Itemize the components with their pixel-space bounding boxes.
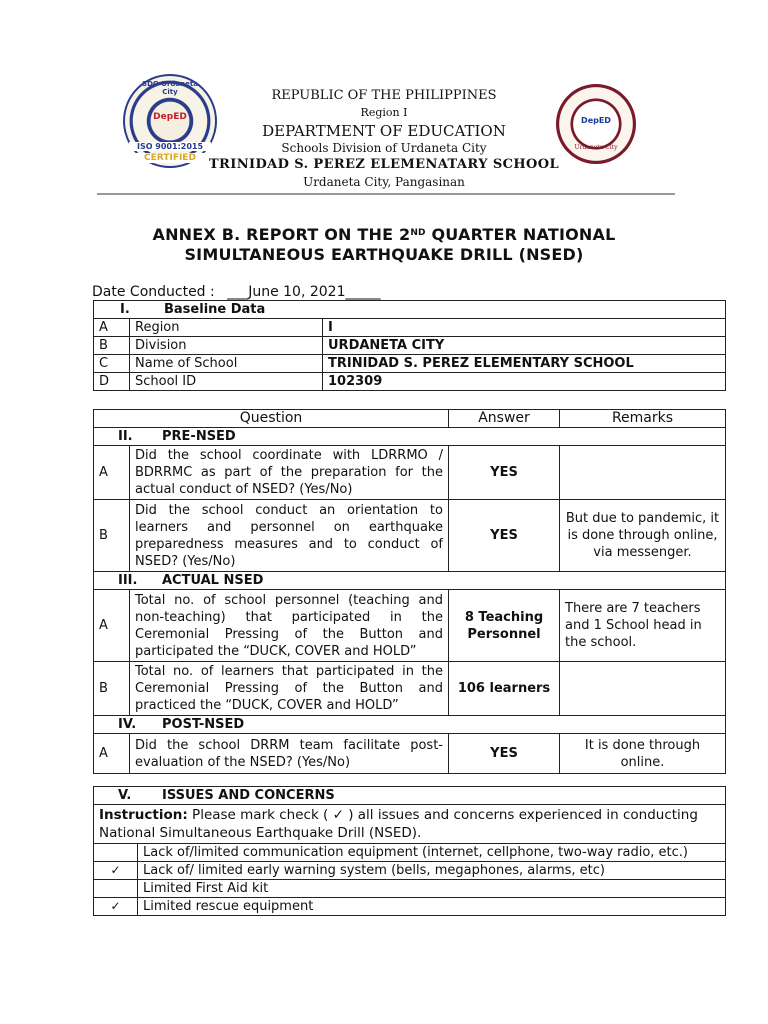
row-value: URDANETA CITY: [323, 337, 726, 355]
baseline-heading-text: Baseline Data: [164, 302, 266, 317]
row-answer: YES: [449, 446, 560, 500]
date-conducted: [92, 283, 381, 301]
instruction-text: Please mark check ( ✓ ) all issues and concerns experienced in conducting National Simultaneous Earthquake Drill (NSED).: [99, 807, 698, 841]
title-sup: ND: [410, 228, 426, 238]
checkbox-cell[interactable]: ✓: [94, 862, 138, 880]
table-row: [94, 373, 726, 391]
header-location: Urdaneta City, Pangasinan: [303, 175, 465, 189]
section-num: V.: [118, 788, 132, 803]
left-seal-iso: ISO 9001:2015: [129, 142, 211, 151]
section-title: ACTUAL NSED: [162, 573, 264, 588]
instruction-label: Instruction:: [99, 807, 188, 823]
header-department: DEPARTMENT OF EDUCATION: [262, 122, 506, 140]
row-remarks: [560, 662, 726, 716]
row-remarks: But due to pandemic, it is done through online, via messenger.: [560, 500, 726, 572]
row-label: Division: [130, 337, 323, 355]
checkbox-cell[interactable]: ✓: [94, 898, 138, 916]
section-heading: [94, 787, 726, 805]
left-seal-deped: DepED: [153, 112, 187, 122]
section-num: IV.: [118, 717, 137, 732]
section-title: POST-NSED: [162, 717, 245, 732]
baseline-heading-row: [94, 301, 726, 319]
header-republic: REPUBLIC OF THE PHILIPPINES: [271, 88, 497, 103]
row-key: C: [94, 355, 130, 373]
header-remarks: Remarks: [560, 410, 726, 428]
row-label: Region: [130, 319, 323, 337]
list-item: [94, 844, 726, 862]
list-item: [94, 880, 726, 898]
row-question: Did the school coordinate with LDRRMO / BDRRMC as part of the preparation for the actual conduct of NSED? (Yes/No): [130, 446, 449, 500]
row-key: B: [94, 662, 130, 716]
issue-text: Limited First Aid kit: [138, 880, 726, 898]
table-row: [94, 446, 726, 500]
row-key: A: [94, 590, 130, 662]
row-value: I: [323, 319, 726, 337]
table-row: [94, 590, 726, 662]
section-num: II.: [118, 429, 133, 444]
title-pre: ANNEX B. REPORT ON THE 2: [152, 225, 411, 244]
section-row-post-nsed: [94, 716, 726, 734]
section-num: III.: [118, 573, 138, 588]
row-label: Name of School: [130, 355, 323, 373]
row-question: Total no. of learners that participated in the Ceremonial Pressing of the Button and practiced the “DUCK, COVER and HOLD”: [130, 662, 449, 716]
instruction-row: [94, 805, 726, 844]
date-label: Date Conducted :: [92, 284, 215, 300]
row-answer: YES: [449, 734, 560, 774]
right-seal-deped: DepED: [581, 116, 611, 125]
row-remarks: There are 7 teachers and 1 School head in the school.: [560, 590, 726, 662]
row-question: Did the school conduct an orientation to learners and personnel on earthquake preparedness measures and to conduct of NSED? (Yes/No): [130, 500, 449, 572]
section-row-actual-nsed: [94, 572, 726, 590]
section-heading: [94, 572, 726, 590]
row-key: B: [94, 500, 130, 572]
issues-table: [93, 786, 726, 916]
right-seal-city: Urdaneta City: [574, 144, 618, 151]
row-key: A: [94, 446, 130, 500]
baseline-heading: [94, 301, 726, 319]
header-division: Schools Division of Urdaneta City: [281, 141, 487, 155]
header-answer: Answer: [449, 410, 560, 428]
header-rule: [97, 193, 675, 195]
checkbox-cell[interactable]: [94, 844, 138, 862]
row-remarks: [560, 446, 726, 500]
row-remarks: It is done through online.: [560, 734, 726, 774]
table-row: [94, 662, 726, 716]
row-answer: 106 learners: [449, 662, 560, 716]
section-row-pre-nsed: [94, 428, 726, 446]
left-seal-certified: CERTIFIED: [129, 153, 211, 163]
document-title-line2: SIMULTANEOUS EARTHQUAKE DRILL (NSED): [184, 245, 584, 264]
section-title: ISSUES AND CONCERNS: [162, 788, 335, 803]
row-value: 102309: [323, 373, 726, 391]
header-question: Question: [94, 410, 449, 428]
section-title: PRE-NSED: [162, 429, 236, 444]
row-question: Total no. of school personnel (teaching and non-teaching) that participated in the Ceremonial Pressing of the Button and participated the “DUCK, COVER and HOLD”: [130, 590, 449, 662]
list-item: [94, 898, 726, 916]
table-row: [94, 319, 726, 337]
question-header-row: [94, 410, 726, 428]
row-value: TRINIDAD S. PEREZ ELEMENTARY SCHOOL: [323, 355, 726, 373]
row-key: B: [94, 337, 130, 355]
row-key: D: [94, 373, 130, 391]
instruction: [94, 805, 726, 844]
table-row: [94, 337, 726, 355]
header-school-name: TRINIDAD S. PEREZ ELEMENATARY SCHOOL: [208, 157, 560, 172]
issue-text: Lack of/ limited early warning system (bells, megaphones, alarms, etc): [138, 862, 726, 880]
section-heading: [94, 716, 726, 734]
document-title-line1: [0, 225, 768, 245]
table-row: [94, 355, 726, 373]
table-row: [94, 734, 726, 774]
title-post: QUARTER NATIONAL: [425, 225, 616, 244]
row-answer: 8 Teaching Personnel: [449, 590, 560, 662]
question-table: [93, 409, 726, 774]
header-region: Region I: [360, 106, 408, 119]
issues-heading-row: [94, 787, 726, 805]
checkbox-cell[interactable]: [94, 880, 138, 898]
row-question: Did the school DRRM team facilitate post-evaluation of the NSED? (Yes/No): [130, 734, 449, 774]
left-seal-text-top: SDO Urdaneta City: [142, 80, 198, 96]
list-item: [94, 862, 726, 880]
section-heading: [94, 428, 726, 446]
row-key: A: [94, 319, 130, 337]
row-label: School ID: [130, 373, 323, 391]
row-answer: YES: [449, 500, 560, 572]
row-key: A: [94, 734, 130, 774]
issue-text: Lack of/limited communication equipment (internet, cellphone, two-way radio, etc.): [138, 844, 726, 862]
table-row: [94, 500, 726, 572]
issue-text: Limited rescue equipment: [138, 898, 726, 916]
date-value: ___June 10, 2021_____: [227, 284, 381, 300]
baseline-heading-num: I.: [120, 302, 130, 317]
baseline-table: [93, 300, 726, 391]
